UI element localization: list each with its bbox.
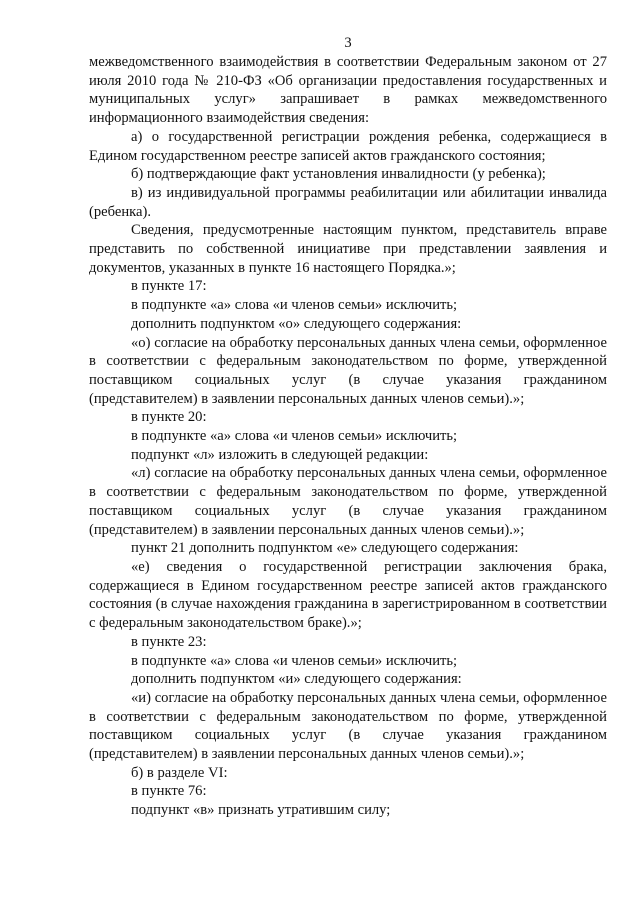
paragraph-point-23: в пункте 23: (131, 633, 207, 650)
paragraph-23-add-i: дополнить подпунктом «и» следующего содержания: (131, 671, 462, 688)
page-number: 3 (344, 35, 352, 51)
paragraph-point-17: в пункте 17: (131, 278, 207, 295)
paragraph-info-note: Сведения, предусмотренные настоящим пунктом, представитель вправе представить по собственной инициативе при представлении заявления и документов, указанных в пункте 16 настоящего Порядка.»; (89, 222, 607, 276)
paragraph-20-subpoint-a: в подпункте «а» слова «и членов семьи» исключить; (131, 428, 458, 445)
paragraph-17-subpoint-a: в подпункте «а» слова «и членов семьи» исключить; (131, 297, 458, 314)
document-page (89, 34, 607, 820)
paragraph-17-o-text: «о) согласие на обработку персональных данных члена семьи, оформленное в соответствии с федеральным законодательством по форме, утвержденной поставщиком социальных услуг (в случае указания гражданином (представителем) в заявлении персональных данных членов семьи).»; (89, 334, 607, 407)
paragraph-21-e-text: «е) сведения о государственной регистрации заключения брака, содержащиеся в Едином государственном реестре записей актов гражданского состояния (в случае нахождения гражданина в зарегистрированном в соответствии с федеральным законодательством браке).»; (89, 558, 607, 632)
paragraph-20-l-edit: подпункт «л» изложить в следующей редакции: (131, 446, 429, 463)
paragraph-intro: межведомственного взаимодействия в соответствии Федеральным законом от 27 июля 2010 года № 210-ФЗ «Об организации предоставления государственных и муниципальных услуг» запрашивает в рамках межведомственного информационного взаимодействия сведения: (89, 54, 607, 127)
paragraph-76-v-repeal: подпункт «в» признать утратившим силу; (131, 802, 391, 819)
paragraph-point-76: в пункте 76: (131, 783, 207, 800)
paragraph-section-vi: б) в разделе VI: (131, 764, 228, 781)
paragraph-23-i-text: «и) согласие на обработку персональных данных члена семьи, оформленное в соответствии с федеральным законодательством по форме, утвержденной поставщиком социальных услуг (в случае указания гражданином (представителем) в заявлении персональных данных членов семьи).»; (89, 689, 607, 763)
paragraph-item-a: а) о государственной регистрации рождения ребенка, содержащиеся в Едином государственном реестре записей актов гражданского состояния; (89, 128, 607, 164)
paragraph-20-l-text: «л) согласие на обработку персональных данных члена семьи, оформленное в соответствии с федеральным законодательством по форме, утвержденной поставщиком социальных услуг (в случае указания гражданином (представителем) в заявлении персональных данных членов семьи).»; (89, 465, 607, 538)
paragraph-point-20: в пункте 20: (131, 409, 207, 426)
paragraph-item-v: в) из индивидуальной программы реабилитации или абилитации инвалида (ребенка). (89, 184, 607, 220)
paragraph-23-subpoint-a: в подпункте «а» слова «и членов семьи» исключить; (131, 652, 458, 669)
paragraph-17-add-o: дополнить подпунктом «о» следующего содержания: (131, 315, 462, 332)
paragraph-item-b: б) подтверждающие факт установления инвалидности (у ребенка); (131, 166, 546, 183)
paragraph-point-21: пункт 21 дополнить подпунктом «е» следующего содержания: (131, 540, 519, 557)
